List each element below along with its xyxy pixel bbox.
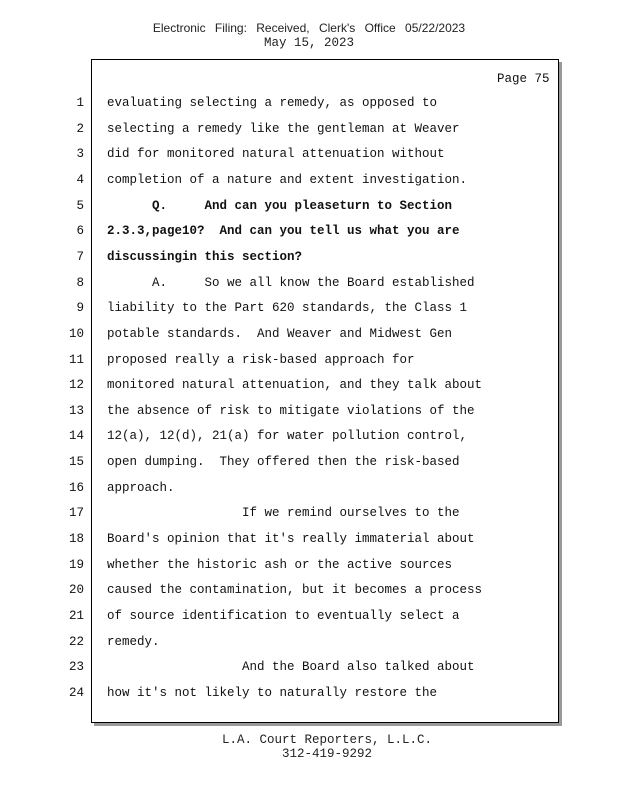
transcript-line-text: If we remind ourselves to the [107, 506, 460, 521]
line-number: 4 [76, 172, 84, 187]
transcript-line-text: completion of a nature and extent investigation. [107, 172, 468, 187]
line-number: 10 [68, 326, 84, 341]
transcript-line-text: And the Board also talked about [107, 660, 475, 675]
transcript-line-text: open dumping. They offered then the risk-based [107, 455, 460, 470]
transcript-line-text: approach. [107, 480, 175, 495]
transcript-line-text: 12(a), 12(d), 21(a) for water pollution control, [107, 429, 468, 444]
transcript-line-text: how it's not likely to naturally restore the [107, 685, 438, 700]
line-number: 19 [68, 557, 84, 572]
line-number: 7 [76, 249, 84, 264]
transcript-line-text: selecting a remedy like the gentleman at Weaver [107, 121, 460, 136]
transcript-line-text: whether the historic ash or the active sources [107, 557, 453, 572]
line-number: 16 [68, 480, 84, 495]
line-number: 23 [68, 660, 84, 675]
transcript-line-text: proposed really a risk-based approach for [107, 352, 415, 367]
line-number: 5 [76, 198, 84, 213]
line-number: 21 [68, 609, 84, 623]
transcript-line-text: potable standards. And Weaver and Midwest Gen [107, 326, 453, 341]
line-number: 12 [68, 378, 84, 393]
line-number: 18 [68, 532, 84, 546]
reporter-phone: 312-419-9292 [281, 747, 372, 761]
line-number: 3 [76, 147, 84, 162]
page-number: Page 75 [497, 72, 550, 86]
line-number: 8 [76, 275, 84, 290]
transcript-line-text: 2.3.3,page10? And can you tell us what you are [107, 224, 460, 239]
transcript-line-text: caused the contamination, but it becomes a process [107, 583, 483, 598]
transcript-line-text: Board's opinion that it's really immaterial about [107, 532, 475, 546]
transcript-line-text: Q. And can you pleaseturn to Section [107, 198, 453, 213]
transcript-line-text: remedy. [107, 634, 160, 649]
line-number: 9 [76, 301, 84, 316]
line-number: 1 [76, 96, 84, 110]
filing-stamp: Electronic Filing: Received, Clerk's Office 05/22/2023 [152, 21, 466, 35]
transcript-line-text: of source identification to eventually select a [107, 609, 460, 623]
transcript-line-text: evaluating selecting a remedy, as opposed to [107, 96, 438, 110]
transcript-line-text: A. So we all know the Board established [107, 275, 475, 290]
transcript-line-text: monitored natural attenuation, and they talk about [107, 378, 483, 393]
transcript-line-text: did for monitored natural attenuation without [107, 147, 445, 162]
transcript-line-text: the absence of risk to mitigate violations of the [107, 403, 475, 418]
transcript-line-text: discussingin this section? [107, 249, 303, 264]
transcript-line-text: liability to the Part 620 standards, the Class 1 [107, 301, 468, 316]
line-number: 2 [76, 121, 84, 136]
line-number: 13 [68, 403, 84, 418]
line-number: 24 [68, 685, 84, 700]
deposition-date: May 15, 2023 [263, 36, 354, 50]
line-number: 14 [68, 429, 84, 444]
line-number: 20 [68, 583, 84, 598]
reporter-company: L.A. Court Reporters, L.L.C. [221, 733, 433, 747]
line-number: 11 [68, 352, 84, 367]
line-number: 6 [76, 224, 84, 239]
line-number: 15 [68, 455, 84, 470]
line-number: 17 [68, 506, 84, 521]
line-number: 22 [68, 634, 84, 649]
